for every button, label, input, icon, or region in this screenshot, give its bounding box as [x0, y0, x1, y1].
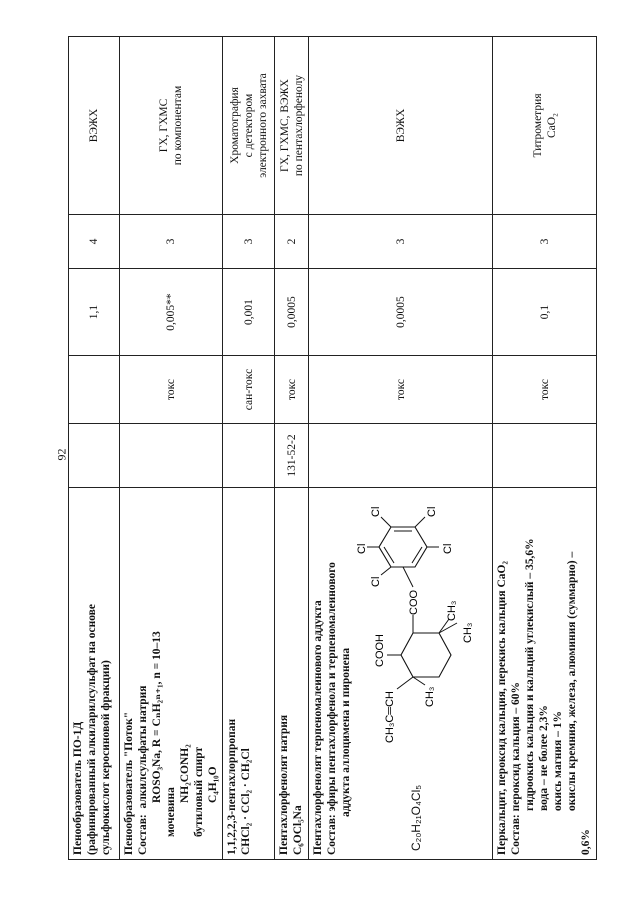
value-cell: 0,001	[223, 269, 275, 356]
hazard-cell: токс	[275, 356, 309, 424]
struct-label: CH₃C═CH	[384, 691, 397, 743]
class-cell: 2	[275, 215, 309, 269]
hazard-cell: токс	[493, 356, 597, 424]
struct-label: COOH	[374, 634, 387, 667]
cas-cell	[493, 424, 597, 488]
value-cell: 0,1	[493, 269, 597, 356]
table-row	[223, 37, 275, 860]
substance-name-cell: Пентахлорфенолят терпеномалеинового аддукта Состав: эфиры пентахлорфенола и терпеномалеинового аддукта аллоцимена и пиронена C₂₀H₂₁O₄Cl₅ CH₃C═CH COOH CH₃ COO CH₃ CH₃ Cl Cl Cl Cl Cl	[309, 488, 493, 860]
struct-label: Cl	[442, 543, 455, 554]
value-cell: 0,0005	[309, 269, 493, 356]
method-cell: Хроматография с детектором электронного захвата	[223, 37, 275, 215]
method-cell: ВЭЖХ	[69, 37, 120, 215]
substance-name-cell: Пенообразователь ПО-1Д (рафинированный алкиларилсульфат на основе сульфокислот керосиновой фракции)	[69, 488, 120, 860]
hazard-cell: токс	[309, 356, 493, 424]
value-cell: 1,1	[69, 269, 120, 356]
cas-cell: 131-52-2	[275, 424, 309, 488]
cas-cell	[69, 424, 120, 488]
class-cell: 3	[493, 215, 597, 269]
class-cell: 3	[223, 215, 275, 269]
value-cell: 0,005**	[120, 269, 223, 356]
molecular-formula: C₂₀H₂₁O₄Cl₅	[409, 784, 424, 851]
table-row	[275, 37, 309, 860]
cas-cell	[223, 424, 275, 488]
value-cell: 0,0005	[275, 269, 309, 356]
table-row	[69, 37, 120, 860]
table-row	[493, 37, 597, 860]
struct-label: COO	[408, 589, 421, 615]
method-cell: Титрометрия CaO₂	[493, 37, 597, 215]
struct-label: CH₃	[446, 600, 459, 621]
page-number: 92	[54, 448, 69, 461]
class-cell: 3	[120, 215, 223, 269]
struct-label: Cl	[356, 543, 369, 554]
struct-label: CH₃	[462, 622, 475, 643]
substance-table	[68, 36, 597, 860]
substance-name-cell: Перкальцит, пероксид кальция, перекись кальция CaO₂ Состав: пероксид кальция – 60% гидроокись кальция и кальций углекислый – 35,6% вода – не более 2,3% окись магния – 1% окислы кремния, железа, алюминия (суммарно) – 0,6%	[493, 488, 597, 860]
rotated-table-container	[68, 37, 595, 860]
method-cell: ГХ, ГХМС по компонентам	[120, 37, 223, 215]
hazard-cell: токс	[120, 356, 223, 424]
hazard-cell	[69, 356, 120, 424]
method-cell: ВЭЖХ	[309, 37, 493, 215]
substance-name-cell: 1,1,2,2,3-пентахлорпропан CHCl₂ · CCl₂ · CH₂Cl	[223, 488, 275, 860]
hazard-cell: сан-токс	[223, 356, 275, 424]
class-cell: 4	[69, 215, 120, 269]
table-row	[309, 37, 493, 860]
struct-label: Cl	[370, 506, 383, 517]
struct-label: Cl	[426, 506, 439, 517]
substance-name-cell: Пенообразователь "Поток" Состав: алкилсульфаты натрия ROSO₃Na, R = CₙH₂ₙ₊₁, n = 10–13 мочевина NH₂CONH₂ бутиловый спирт C₄H₁₀O	[120, 488, 223, 860]
cas-cell	[120, 424, 223, 488]
method-cell: ГХ, ГХМС, ВЭЖХ по пентахлорфенолу	[275, 37, 309, 215]
structure-diagram	[353, 497, 483, 747]
table-row	[120, 37, 223, 860]
cas-cell	[309, 424, 493, 488]
struct-label: CH₃	[424, 686, 437, 707]
struct-label: Cl	[370, 576, 383, 587]
class-cell: 3	[309, 215, 493, 269]
substance-name-cell: Пентахлорфенолят натрия C₆OCl₅Na	[275, 488, 309, 860]
